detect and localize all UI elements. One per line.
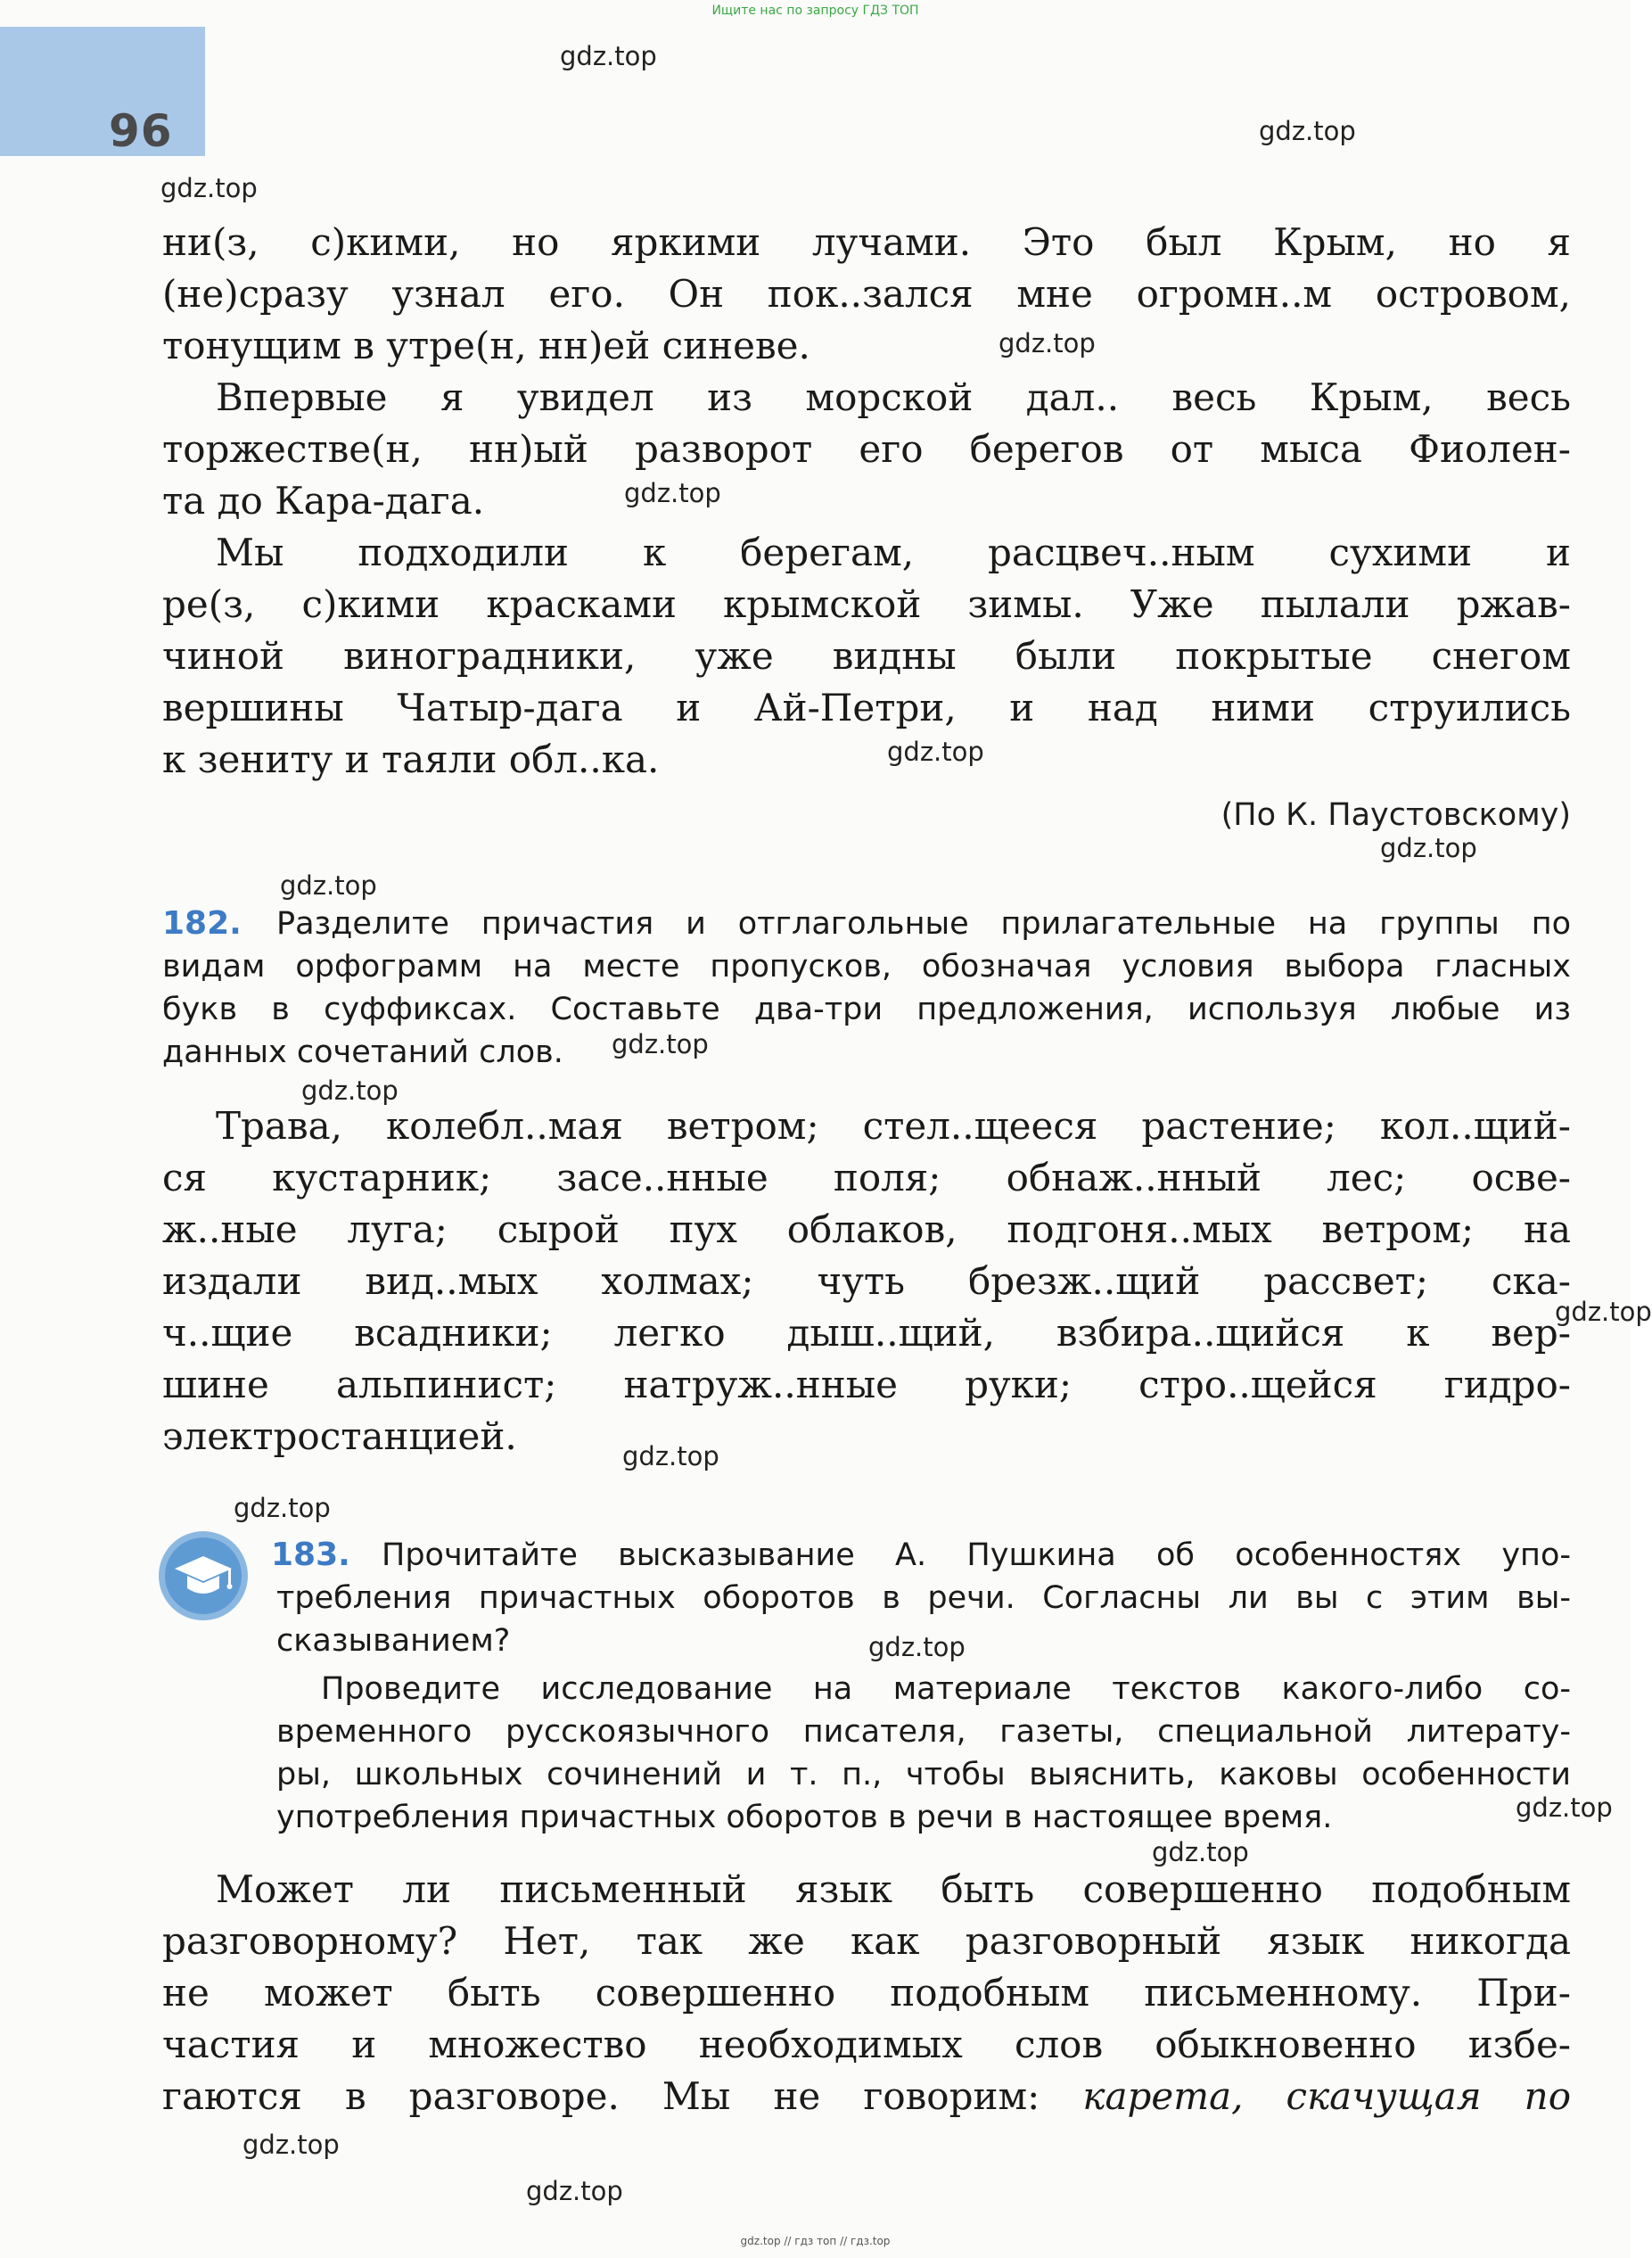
story-line: (не)сразу узнал его. Он пок..зался мне огромн..м островом, [162, 272, 1571, 316]
page-number: 96 [109, 105, 173, 157]
watermark: gdz.top [612, 1029, 709, 1059]
watermark: gdz.top [280, 870, 377, 901]
exercise-text-line: ч..щие всадники; легко дыш..щий, взбира..щийся к вер- [162, 1311, 1571, 1355]
exercise-text-line: Трава, колебл..мая ветром; стел..щееся растение; кол..щий- [216, 1104, 1571, 1148]
task-line: букв в суффиксах. Составьте два-три предложения, используя любые из [162, 992, 1571, 1027]
watermark: gdz.top [1555, 1297, 1652, 1327]
watermark: gdz.top [242, 2130, 340, 2160]
story-line: вершины Чатыр-дага и Ай-Петри, и над ними струились [162, 686, 1571, 729]
watermark: gdz.top [1380, 833, 1477, 863]
research-line: употребления причастных оборотов в речи в настоящее время. [276, 1800, 1333, 1835]
task-line: видам орфограмм на месте пропусков, обозначая условия выбора гласных [162, 949, 1571, 985]
quote-line: разговорному? Нет, так же как разговорный язык никогда [162, 1919, 1571, 1963]
quote-text: гаются в разговоре. Мы не говорим: [162, 2074, 1083, 2118]
page-corner-tab [0, 27, 205, 156]
task-line: требления причастных оборотов в речи. Согласны ли вы с этим вы- [276, 1580, 1571, 1616]
task-line: Разделите причастия и отглагольные прилагательные на группы по [276, 906, 1571, 942]
exercise-text-line: шине альпинист; натруж..нные руки; стро..щейся гидро- [162, 1363, 1571, 1406]
watermark: gdz.top [887, 737, 984, 767]
story-line: Впервые я увидел из морской дал.. весь Крым, весь [216, 375, 1571, 419]
watermark: gdz.top [624, 478, 721, 508]
story-line: Мы подходили к берегам, расцвеч..ным сухими и [216, 531, 1571, 574]
graduation-cap-icon [157, 1529, 250, 1622]
story-line: торжестве(н, нн)ый разворот его берегов от мыса Фиолен- [162, 427, 1571, 471]
story-line: тонущим в утре(н, нн)ей синеве. [162, 324, 810, 367]
exercise-text-line: ж..ные луга; сырой пух облаков, подгоня..мых ветром; на [162, 1207, 1571, 1251]
watermark: gdz.top [301, 1075, 399, 1106]
watermark: gdz.top [868, 1632, 966, 1662]
quote-line: Может ли письменный язык быть совершенно подобным [216, 1867, 1571, 1911]
watermark: gdz.top [560, 41, 657, 71]
research-line: ры, школьных сочинений и т. п., чтобы выяснить, каковы особенности [276, 1757, 1571, 1792]
watermark: gdz.top [160, 173, 258, 203]
exercise-text-line: электростанцией. [162, 1414, 517, 1458]
task-line: Прочитайте высказывание А. Пушкина об особенностях упо- [382, 1537, 1571, 1573]
exercise-text-line: ся кустарник; засе..нные поля; обнаж..нный лес; осве- [162, 1156, 1571, 1199]
watermark: gdz.top [999, 328, 1096, 358]
story-line: чиной виноградники, уже видны были покрытые снегом [162, 634, 1571, 678]
story-line: ре(з, с)кими красками крымской зимы. Уже пылали ржав- [162, 582, 1571, 626]
quote-line: частия и множество необходимых слов обыкновенно избе- [162, 2023, 1571, 2066]
quote-line [162, 2071, 1571, 2122]
task-line: сказыванием? [276, 1623, 511, 1659]
bottom-banner: gdz.top // гдз топ // гдз.top [740, 2235, 891, 2247]
story-line: ни(з, с)кими, но яркими лучами. Это был Крым, но я [162, 220, 1571, 264]
exercise-number: 182. [162, 905, 242, 942]
quote-italic-example: карета, скачущая по [1082, 2074, 1572, 2118]
watermark: gdz.top [1259, 116, 1356, 146]
exercise-text-line: издали вид..мых холмах; чуть брезж..щий рассвет; ска- [162, 1259, 1571, 1303]
exercise-number: 183. [271, 1537, 350, 1573]
watermark: gdz.top [622, 1441, 719, 1471]
research-line: Проведите исследование на материале текстов какого-либо со- [321, 1671, 1571, 1707]
task-line: данных сочетаний слов. [162, 1034, 563, 1070]
watermark: gdz.top [1516, 1792, 1613, 1823]
story-line: та до Кара-дага. [162, 479, 485, 523]
attribution: (По К. Паустовскому) [1221, 797, 1571, 833]
watermark: gdz.top [1152, 1837, 1249, 1867]
top-banner: Ищите нас по запросу ГДЗ ТОП [711, 4, 919, 18]
research-line: временного русскоязычного писателя, газеты, специальной литерату- [276, 1714, 1571, 1750]
quote-line: не может быть совершенно подобным письменному. При- [162, 1971, 1571, 2015]
watermark: gdz.top [526, 2176, 623, 2206]
watermark: gdz.top [234, 1493, 331, 1523]
story-line: к зениту и таяли обл..ка. [162, 738, 660, 781]
